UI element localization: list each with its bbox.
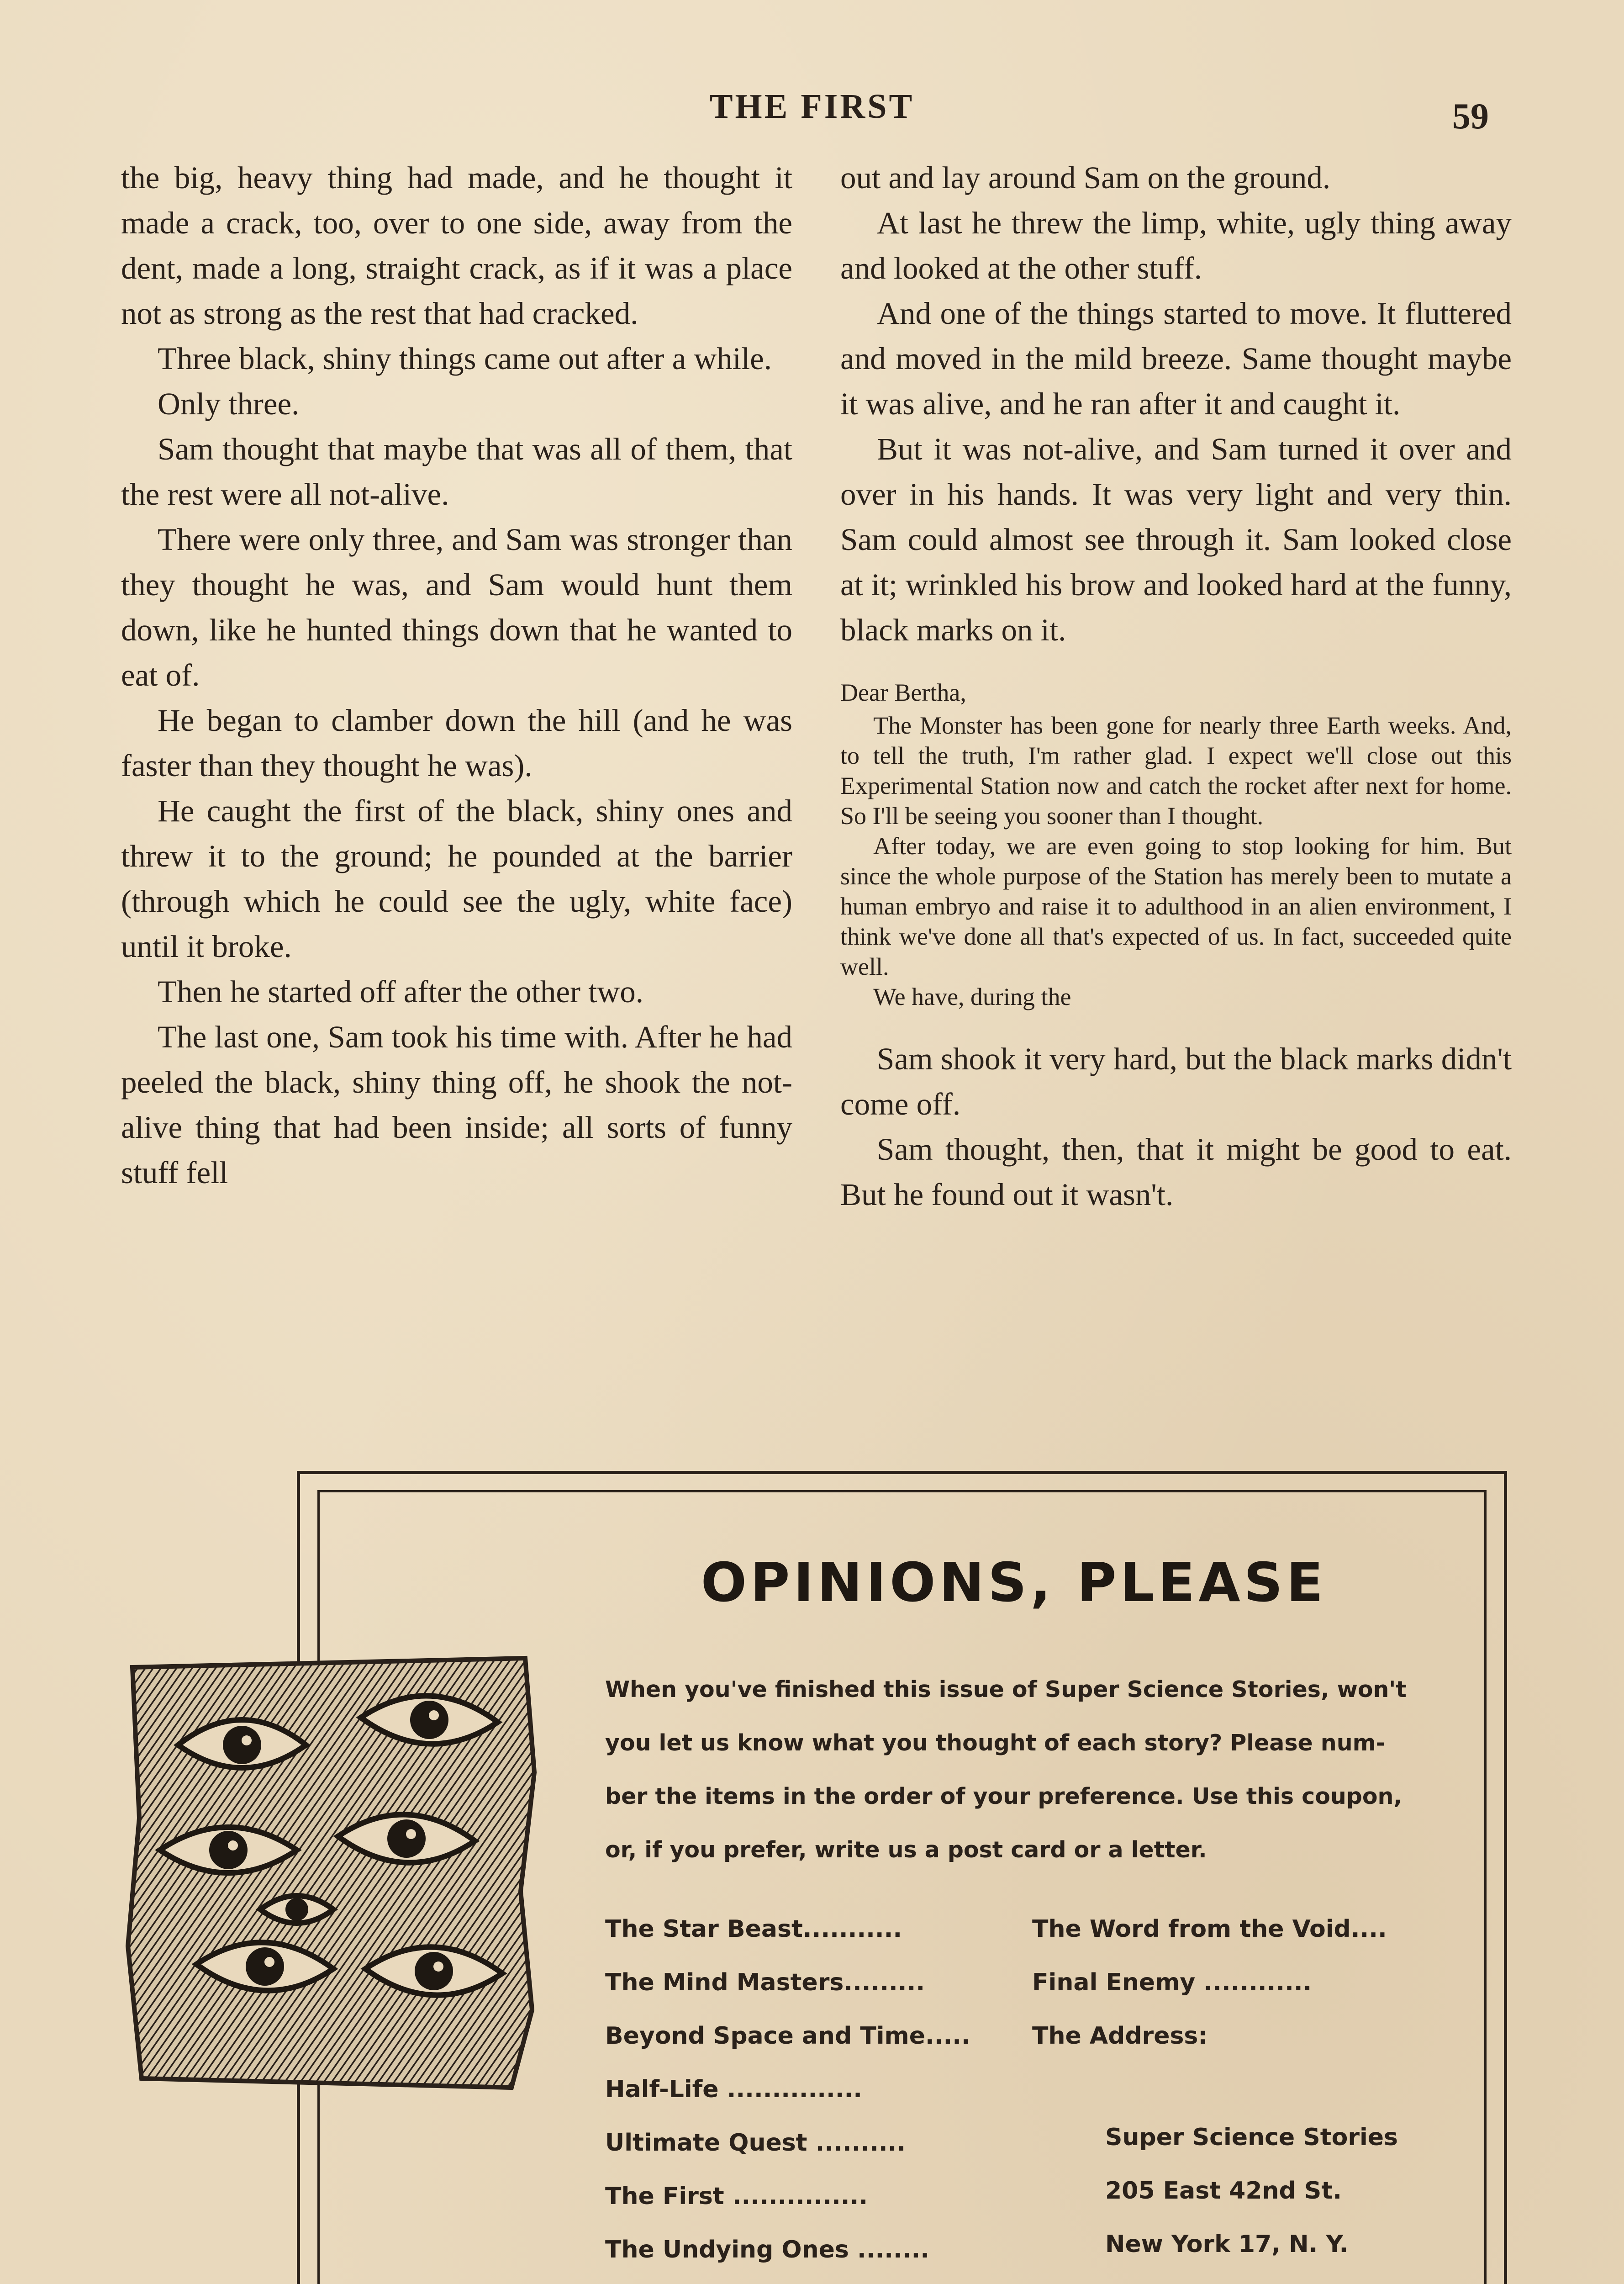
story-list-left — [605, 1903, 970, 2277]
coupon-instruction-line: or, if you prefer, write us a post card or a letter. — [605, 1837, 1207, 1863]
letter-paragraph: The Monster has been gone for nearly three Earth weeks. And, to tell the truth, I'm rather glad. I expect we'll close out this Experimental Station now and catch the rocket after next for home. So I'll be seeing you sooner than I thought. — [840, 712, 1512, 830]
letter-paragraph: We have, during the — [873, 983, 1071, 1010]
running-header-title: THE FIRST — [709, 87, 915, 126]
story-paragraph: Three black, shiny things came out after a while. — [158, 341, 772, 376]
story-column-right-bottom — [840, 1036, 1512, 1217]
story-paragraph: There were only three, and Sam was stronger than they thought he was, and Sam would hunt them down, like he hunted things down that he wanted to eat of. — [121, 522, 792, 693]
story-entry: The First ............... — [605, 2183, 868, 2210]
letter-paragraph: After today, we are even going to stop looking for him. But since the whole purpose of the Station has merely been to mutate a human embryo and raise it to adulthood in an alien environment, I think we've done all that's expected of us. In fact, succeeded quite well. — [840, 832, 1512, 980]
story-paragraph: Then he started off after the other two. — [158, 974, 643, 1009]
eyes-illustration — [123, 1654, 539, 2092]
coupon-instructions — [605, 1663, 1441, 1877]
story-column-right-top — [840, 155, 1512, 653]
story-column-right — [840, 155, 1512, 1217]
story-list-right — [1032, 1903, 1387, 2063]
coupon-title: OPINIONS, PLEASE — [701, 1551, 1327, 1614]
story-paragraph: Sam thought, then, that it might be good to eat. But he found out it wasn't. — [840, 1132, 1512, 1212]
address-line: 205 East 42nd St. — [1105, 2177, 1342, 2205]
mailing-address — [1105, 2111, 1398, 2271]
address-line: New York 17, N. Y. — [1105, 2231, 1349, 2258]
letter-body — [840, 710, 1512, 1012]
story-entry: Beyond Space and Time..... — [605, 2022, 970, 2050]
story-entry: The Undying Ones ........ — [605, 2236, 929, 2263]
story-entry: The Star Beast........... — [605, 1915, 902, 1943]
story-paragraph: He began to clamber down the hill (and he was faster than they thought he was). — [121, 703, 792, 783]
inset-letter — [840, 677, 1512, 1012]
story-paragraph: Only three. — [158, 386, 300, 421]
story-paragraph: At last he threw the limp, white, ugly thing away and looked at the other stuff. — [840, 206, 1512, 286]
page-number: 59 — [1452, 96, 1489, 137]
coupon-instruction-line: you let us know what you thought of each story? Please num- — [605, 1730, 1385, 1756]
story-paragraph: out and lay around Sam on the ground. — [840, 160, 1331, 195]
address-line: Super Science Stories — [1105, 2124, 1398, 2151]
story-entry: Final Enemy ............ — [1032, 1969, 1312, 1996]
coupon-instruction-line: ber the items in the order of your preference. Use this coupon, — [605, 1783, 1402, 1809]
story-entry: The Word from the Void.... — [1032, 1915, 1387, 1943]
story-paragraph: the big, heavy thing had made, and he thought it made a crack, too, over to one side, away from the dent, made a long, straight crack, as if it was a place not as strong as the rest that had cracked. — [121, 160, 792, 331]
story-entry: Half-Life ............... — [605, 2076, 862, 2103]
letter-salutation: Dear Bertha, — [840, 679, 966, 706]
coupon-instruction-line: When you've finished this issue of Super Science Stories, won't — [605, 1676, 1407, 1702]
story-entry: Ultimate Quest .......... — [605, 2129, 906, 2157]
story-paragraph: And one of the things started to move. It fluttered and moved in the mild breeze. Same thought maybe it was alive, and he ran after it and caught it. — [840, 296, 1512, 421]
story-paragraph: The last one, Sam took his time with. After he had peeled the black, shiny thing off, he shook the not-alive thing that had been inside; all sorts of funny stuff fell — [121, 1020, 792, 1190]
story-paragraph: Sam thought that maybe that was all of them, that the rest were all not-alive. — [121, 432, 792, 512]
story-paragraph: Sam shook it very hard, but the black marks didn't come off. — [840, 1042, 1512, 1121]
story-column-left — [121, 155, 792, 1195]
story-paragraph: He caught the first of the black, shiny ones and threw it to the ground; he pounded at the barrier (through which he could see the ugly, white face) until it broke. — [121, 793, 792, 964]
story-entry: The Mind Masters......... — [605, 1969, 925, 1996]
story-entry: The Address: — [1032, 2022, 1208, 2050]
story-paragraph: But it was not-alive, and Sam turned it over and over in his hands. It was very light and very thin. Sam could almost see through it. Sam looked close at it; wrinkled his brow and looked hard at the funny, black marks on it. — [840, 432, 1512, 647]
